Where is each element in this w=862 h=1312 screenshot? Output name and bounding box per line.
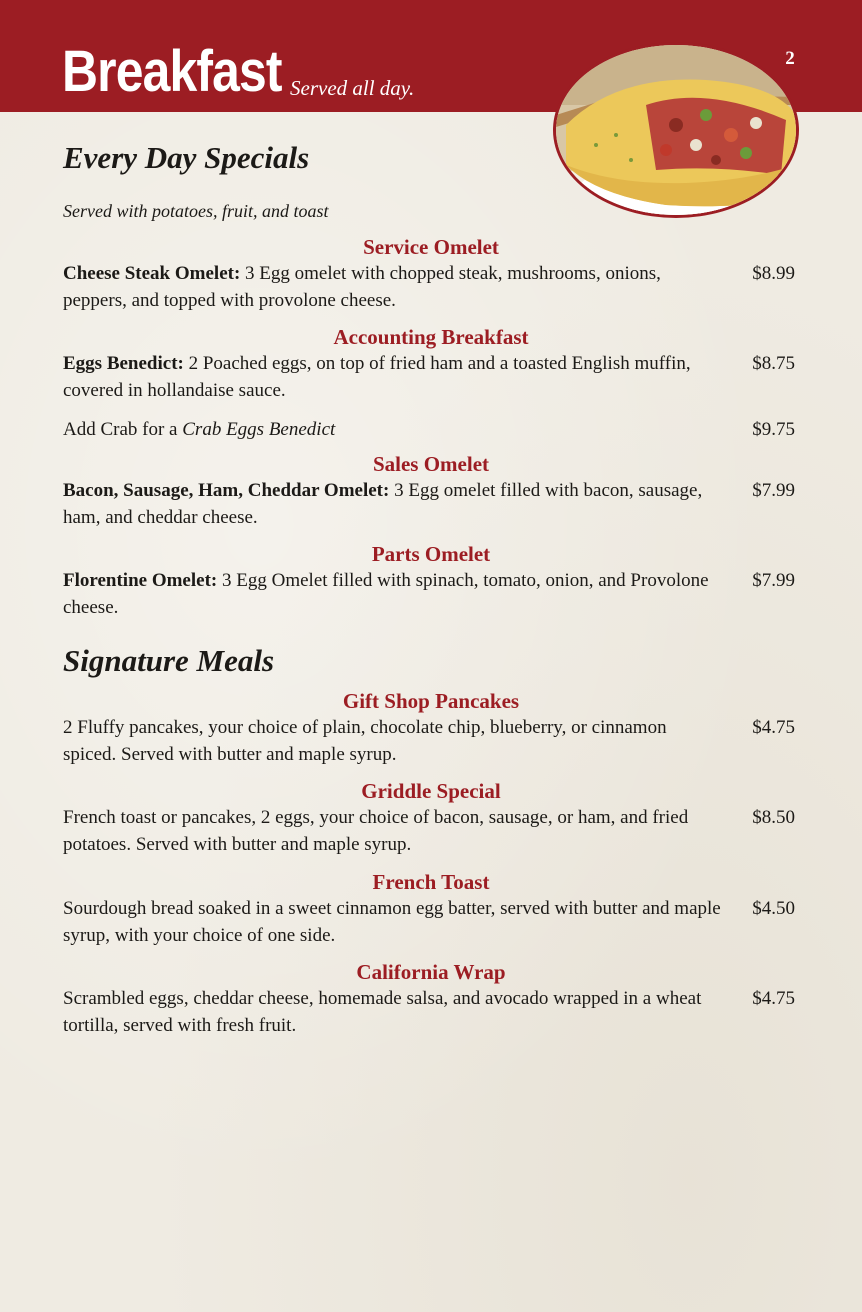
addon-row xyxy=(63,416,798,443)
item-name: Parts Omelet xyxy=(371,542,491,566)
page-title: Breakfast xyxy=(62,39,282,104)
item-description xyxy=(63,477,723,531)
menu-item xyxy=(63,234,798,314)
item-description xyxy=(63,350,723,404)
item-description xyxy=(63,567,723,621)
item-price: $8.99 xyxy=(752,263,795,284)
dish-text: 2 Poached eggs, on top of fried ham and a toasted English muffin, covered in hollandaise sauce. xyxy=(63,353,691,401)
item-price: $4.75 xyxy=(752,988,795,1009)
menu-item xyxy=(63,778,798,858)
page-number: 2 xyxy=(785,48,795,69)
dish-text: 3 Egg Omelet filled with spinach, tomato, onion, and Provolone cheese. xyxy=(63,570,709,618)
menu-item xyxy=(63,688,798,768)
item-description: French toast or pancakes, 2 eggs, your choice of bacon, sausage, or ham, and fried potatoes. Served with butter and maple syrup. xyxy=(63,807,689,855)
signature-heading: Signature Meals xyxy=(63,643,275,678)
dish-name: Eggs Benedict: xyxy=(63,353,184,374)
item-name: Gift Shop Pancakes xyxy=(342,689,520,713)
page-subtitle: Served all day. xyxy=(290,76,415,100)
specials-heading: Every Day Specials xyxy=(63,140,310,175)
item-price: $4.50 xyxy=(752,898,795,919)
item-price: $7.99 xyxy=(752,480,795,501)
item-description xyxy=(63,260,723,314)
item-price: $4.75 xyxy=(752,717,795,738)
menu-item xyxy=(63,541,798,621)
dish-text: 3 Egg omelet with chopped steak, mushrooms, onions, peppers, and topped with provolone cheese. xyxy=(63,263,661,311)
item-description: Sourdough bread soaked in a sweet cinnamon egg batter, served with butter and maple syrup, with your choice of one side. xyxy=(63,898,721,946)
menu-item xyxy=(63,959,798,1039)
item-name: Griddle Special xyxy=(361,779,501,803)
item-description: 2 Fluffy pancakes, your choice of plain, chocolate chip, blueberry, or cinnamon spiced. Served with butter and maple syrup. xyxy=(63,717,667,765)
item-name: Service Omelet xyxy=(363,235,499,259)
item-name: French Toast xyxy=(372,870,490,894)
dish-name: Florentine Omelet: xyxy=(63,570,218,591)
item-name: Sales Omelet xyxy=(372,452,490,476)
addon-description xyxy=(63,416,723,443)
dish-name: Cheese Steak Omelet: xyxy=(63,263,241,284)
addon-dish: Crab Eggs Benedict xyxy=(182,419,336,440)
served-with-note: Served with potatoes, fruit, and toast xyxy=(63,201,329,221)
item-price: $7.99 xyxy=(752,570,795,591)
addon-price: $9.75 xyxy=(752,419,795,440)
item-description: Scrambled eggs, cheddar cheese, homemade salsa, and avocado wrapped in a wheat tortilla, served with fresh fruit. xyxy=(63,988,702,1036)
dish-text: 3 Egg omelet filled with bacon, sausage, ham, and cheddar cheese. xyxy=(63,480,703,528)
item-price: $8.50 xyxy=(752,807,795,828)
menu-item xyxy=(63,451,798,531)
item-price: $8.75 xyxy=(752,353,795,374)
omelet-photo xyxy=(553,42,799,218)
menu-item xyxy=(63,869,798,949)
menu-item xyxy=(63,324,798,404)
addon-text: Add Crab for a xyxy=(63,419,178,440)
item-name: California Wrap xyxy=(356,960,506,984)
item-name: Accounting Breakfast xyxy=(333,325,529,349)
dish-name: Bacon, Sausage, Ham, Cheddar Omelet: xyxy=(63,480,390,501)
